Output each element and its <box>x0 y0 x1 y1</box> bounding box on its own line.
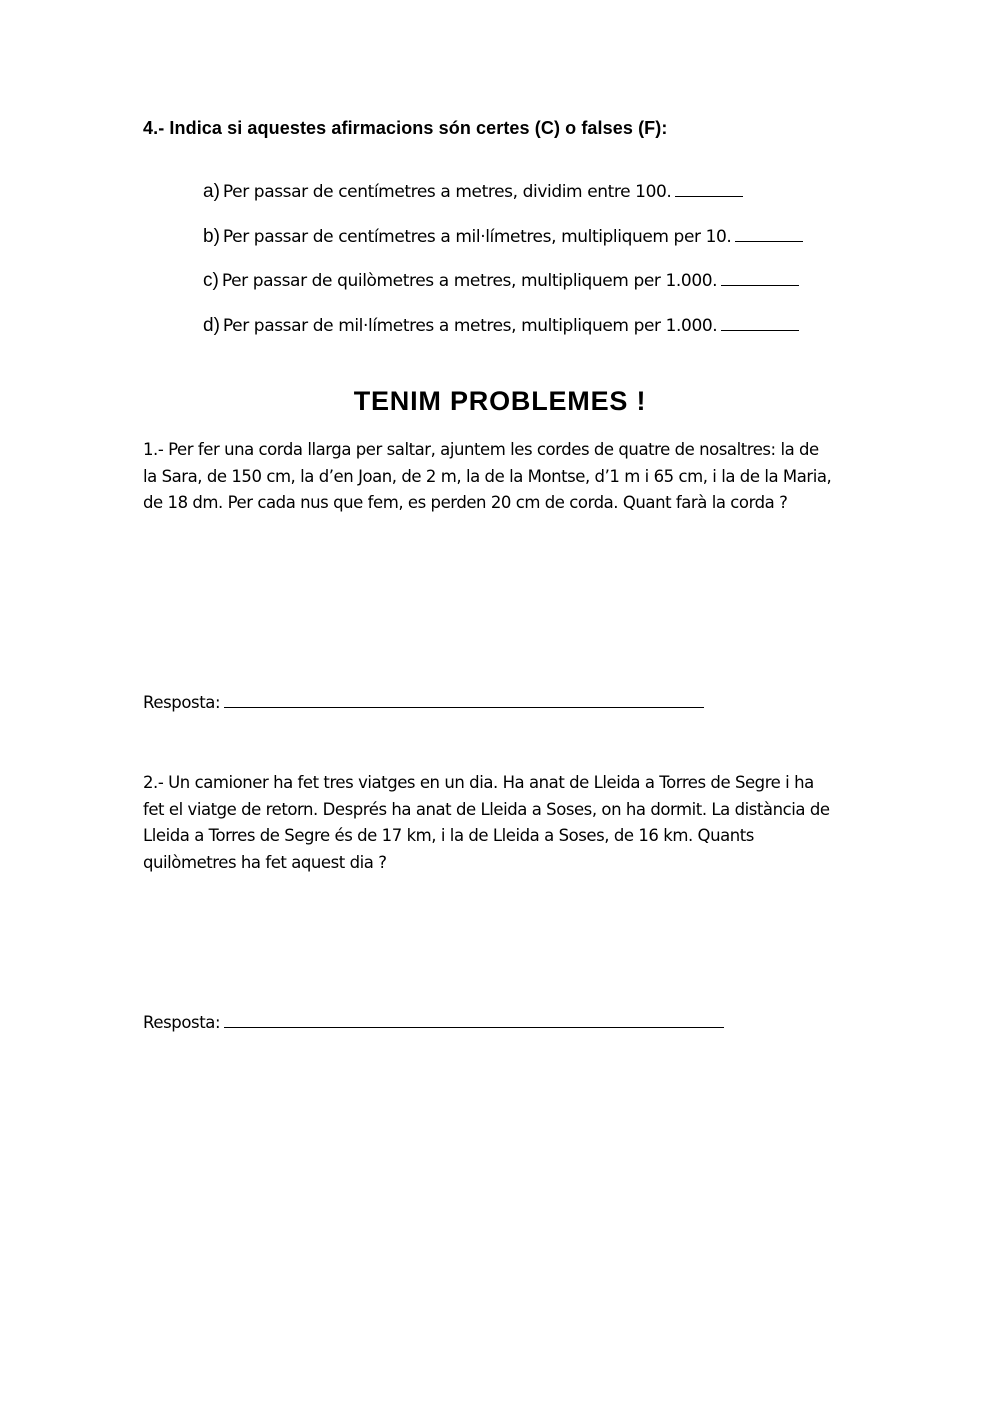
statement-c-text: Per passar de quilòmetres a metres, multipliquem per 1.000. <box>221 271 718 291</box>
statement-d-answer-blank[interactable] <box>721 316 799 331</box>
problem-2-line: quilòmetres ha fet aquest dia ? <box>143 852 387 872</box>
problem-2-line: 2.- Un camioner ha fet tres viatges en un dia. Ha anat de Lleida a Torres de Segre i ha <box>143 773 814 792</box>
statement-b <box>203 226 803 248</box>
problem-2-text <box>143 770 873 876</box>
problem-2-answer-field[interactable] <box>224 1011 724 1028</box>
exercise-4-title: 4.- Indica si aquestes afirmacions són certes (C) o falses (F): <box>143 118 668 138</box>
problem-2-answer-label: Resposta: <box>143 1013 221 1032</box>
statement-d <box>203 315 799 337</box>
problem-1-answer-label: Resposta: <box>143 693 221 712</box>
statement-c <box>203 270 799 292</box>
problem-2-line: Lleida a Torres de Segre és de 17 km, i la de Lleida a Soses, de 16 km. Quants <box>143 826 754 845</box>
statement-c-answer-blank[interactable] <box>721 271 799 286</box>
statement-a-text: Per passar de centímetres a metres, dividim entre 100. <box>222 182 672 202</box>
statement-d-letter: d) <box>203 315 220 336</box>
statement-d-text: Per passar de mil·límetres a metres, multipliquem per 1.000. <box>222 316 718 336</box>
problem-1-line: de 18 dm. Per cada nus que fem, es perden 20 cm de corda. Quant farà la corda ? <box>143 493 788 512</box>
statement-b-answer-blank[interactable] <box>735 227 803 242</box>
problem-1-answer <box>143 691 704 712</box>
statement-b-letter: b) <box>203 226 220 247</box>
statement-b-text: Per passar de centímetres a mil·límetres, multipliquem per 10. <box>222 227 732 247</box>
problem-2-answer <box>143 1011 724 1032</box>
problem-1-answer-field[interactable] <box>224 691 704 708</box>
statement-a-answer-blank[interactable] <box>675 182 743 197</box>
statement-c-letter: c) <box>203 270 219 291</box>
problem-2-line: fet el viatge de retorn. Després ha anat de Lleida a Soses, on ha dormit. La distància de <box>143 799 830 819</box>
problems-section-title: TENIM PROBLEMES ! <box>353 386 647 416</box>
problem-1-text <box>143 437 873 517</box>
problem-1-line: 1.- Per fer una corda llarga per saltar, ajuntem les cordes de quatre de nosaltres: la de <box>143 440 819 459</box>
statement-a-letter: a) <box>203 181 220 202</box>
problem-1-line: la Sara, de 150 cm, la d’en Joan, de 2 m, la de la Montse, d’1 m i 65 cm, i la de la Maria, <box>143 466 832 486</box>
statement-a <box>203 181 743 203</box>
